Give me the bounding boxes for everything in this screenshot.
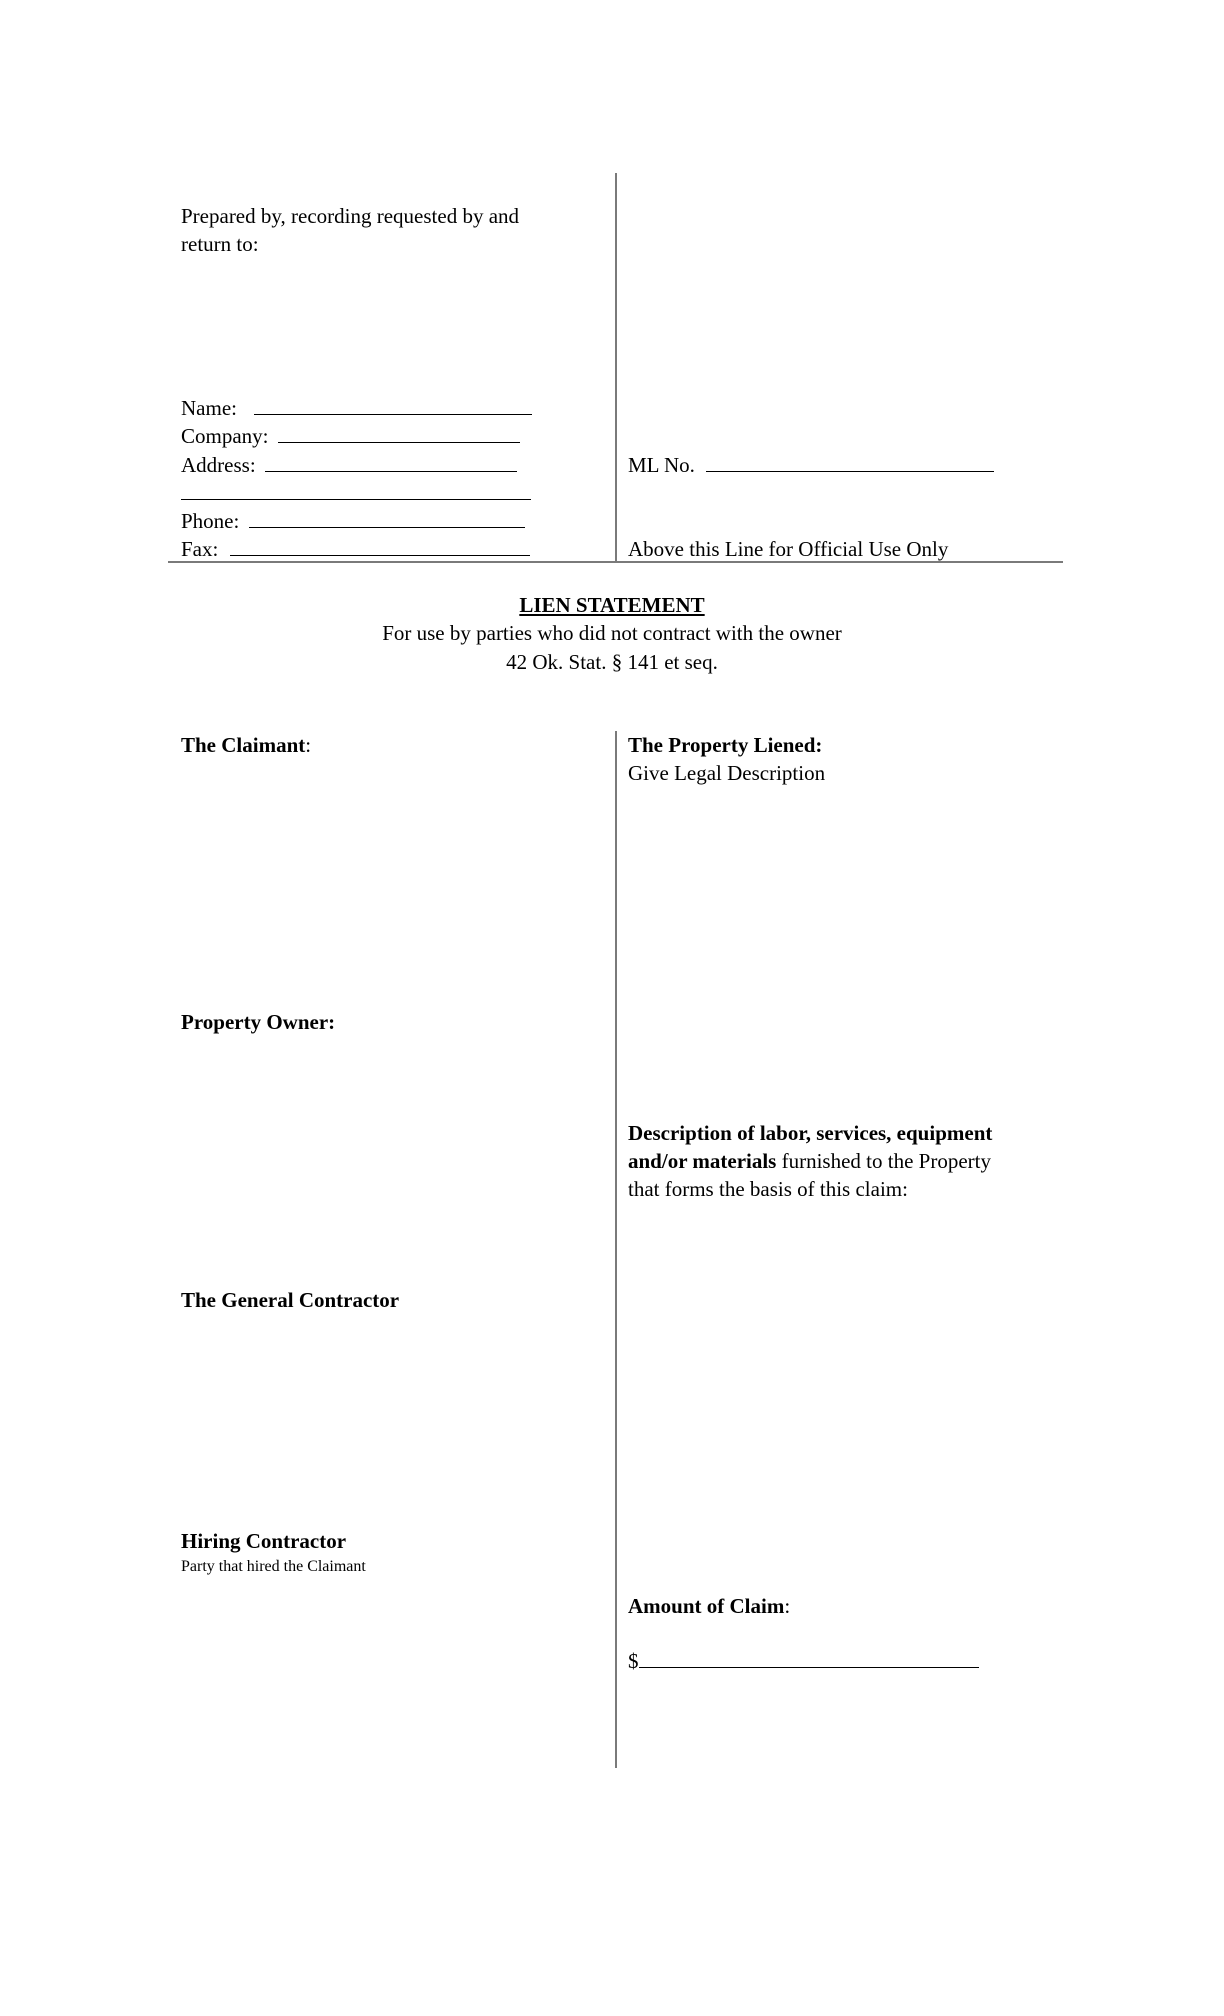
official-use-line [168,561,1063,563]
company-blank[interactable] [278,422,520,443]
body-divider-vertical [615,731,617,1768]
fax-label: Fax: [181,537,219,561]
property-owner-heading: Property Owner: [181,1010,336,1034]
amount-heading [628,1592,790,1620]
amount-blank[interactable] [639,1647,979,1668]
hiring-contractor-heading: Hiring Contractor [181,1529,347,1553]
document-title: LIEN STATEMENT [519,593,705,617]
prepared-by-label: Prepared by, recording requested by and [181,204,520,228]
description-heading-line-1: Description of labor, services, equipment [628,1121,993,1145]
description-rest-2: furnished to the Property [776,1149,991,1173]
address-field[interactable] [181,451,517,479]
name-field[interactable] [181,394,532,422]
name-label: Name: [181,396,237,420]
amount-field[interactable] [628,1647,979,1675]
official-use-label: Above this Line for Official Use Only [628,537,949,561]
description-bold-2: and/or materials [628,1149,777,1173]
description-heading-line-2 [628,1147,991,1175]
ml-no-blank[interactable] [706,451,994,472]
return-to-label: return to: [181,232,259,256]
address-label: Address: [181,453,256,477]
header-divider-vertical [615,173,617,563]
claimant-heading [181,731,311,759]
claimant-colon: : [305,733,312,757]
document-subtitle: For use by parties who did not contract with the owner [382,621,842,645]
statute-reference: 42 Ok. Stat. § 141 et seq. [506,650,718,674]
hiring-contractor-note: Party that hired the Claimant [181,1558,366,1575]
fax-blank[interactable] [230,535,530,556]
general-contractor-heading: The General Contractor [181,1288,400,1312]
phone-field[interactable] [181,507,525,535]
company-label: Company: [181,424,269,448]
phone-blank[interactable] [249,507,525,528]
company-field[interactable] [181,422,520,450]
phone-label: Phone: [181,509,240,533]
address-blank-2[interactable] [181,479,531,500]
description-heading-line-3: that forms the basis of this claim: [628,1177,908,1201]
legal-description-note: Give Legal Description [628,761,826,785]
dollar-sign: $ [628,1649,639,1673]
ml-no-label: ML No. [628,453,695,477]
name-blank[interactable] [254,394,532,415]
claimant-label: The Claimant [181,733,306,757]
ml-no-field[interactable] [628,451,994,479]
address-line-2[interactable] [181,479,531,507]
fax-field[interactable] [181,535,530,563]
amount-label: Amount of Claim [628,1594,785,1618]
address-blank[interactable] [265,451,517,472]
amount-colon: : [784,1594,791,1618]
property-liened-heading: The Property Liened: [628,733,823,757]
